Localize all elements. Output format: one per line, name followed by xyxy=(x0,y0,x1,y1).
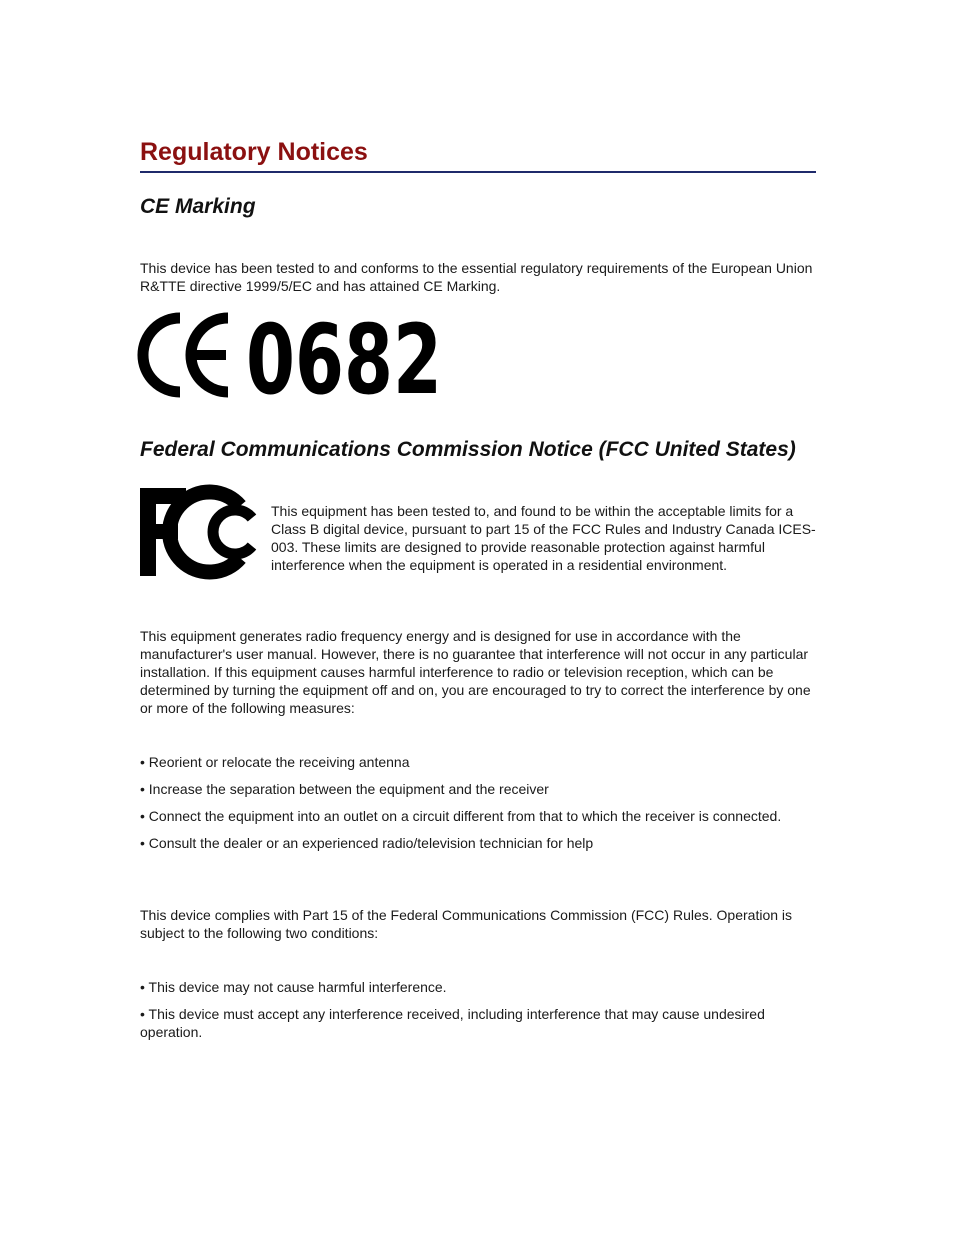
fcc-logo-icon xyxy=(140,488,260,576)
list-item: • Increase the separation between the equipment and the receiver xyxy=(140,781,549,797)
measures-list xyxy=(140,753,816,861)
list-item: • This device must accept any interference received, including interference that may cause undesired operation. xyxy=(140,1006,765,1040)
fcc-paragraph-3: This device complies with Part 15 of the Federal Communications Commission (FCC) Rules. Operation is subject to the following two conditions: xyxy=(140,907,793,941)
fcc-paragraph-1: This equipment has been tested to, and found to be within the acceptable limits for a Class B digital device, pursuant to part 15 of the FCC Rules and Industry Canada ICES-003. These limits are designed to provide reasonable protection against harmful interference when the equipment is operated in a residential environment. xyxy=(271,503,816,573)
conditions-list xyxy=(140,978,816,1050)
svg-text:0682: 0682 xyxy=(246,304,442,416)
list-item: • Connect the equipment into an outlet on a circuit different from that to which the receiver is connected. xyxy=(140,808,782,824)
ce-paragraph: This device has been tested to and conforms to the essential regulatory requirements of the European Union R&TTE directive 1999/5/EC and has attained CE Marking. xyxy=(140,260,813,294)
ce-0682-mark-icon xyxy=(140,304,444,416)
fcc-notice-heading: Federal Communications Commission Notice (FCC United States) xyxy=(140,438,796,461)
list-item: • This device may not cause harmful interference. xyxy=(140,979,447,995)
list-item: • Reorient or relocate the receiving antenna xyxy=(140,754,410,770)
list-item: • Consult the dealer or an experienced radio/television technician for help xyxy=(140,835,594,851)
fcc-paragraph-2: This equipment generates radio frequency energy and is designed for use in accordance with the manufacturer's user manual. However, there is no guarantee that interference will not occur in any particular installation. If this equipment causes harmful interference to radio or television reception, which can be determined by turning the equipment off and on, you are encouraged to try to correct the interference by one or more of the following measures: xyxy=(140,628,811,716)
ce-marking-heading: CE Marking xyxy=(140,195,256,218)
page-title: Regulatory Notices xyxy=(140,136,816,173)
